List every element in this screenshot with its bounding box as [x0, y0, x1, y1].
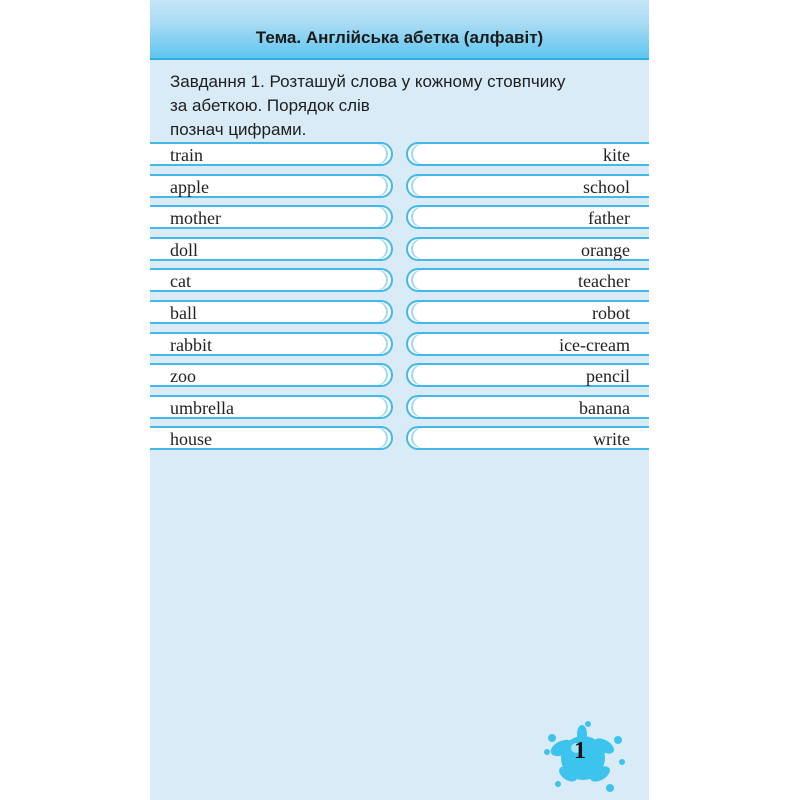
word-row[interactable]	[150, 237, 393, 261]
page-number: 1	[574, 738, 586, 764]
word-label: ball	[170, 302, 197, 323]
word-label: orange	[581, 239, 630, 260]
word-label: rabbit	[170, 334, 212, 355]
word-label: umbrella	[170, 397, 234, 418]
word-row[interactable]	[150, 300, 393, 324]
word-label: ice-cream	[559, 334, 630, 355]
word-label: zoo	[170, 366, 196, 387]
instruction-line-2: за абеткою. Порядок слів	[170, 96, 370, 115]
workbook-page	[150, 0, 649, 800]
word-row[interactable]	[406, 174, 649, 198]
word-row[interactable]	[150, 142, 393, 166]
right-word-column	[406, 142, 649, 458]
word-label: pencil	[586, 366, 630, 387]
word-label: doll	[170, 239, 199, 260]
word-row[interactable]	[150, 363, 393, 387]
word-label: banana	[579, 397, 630, 418]
word-row[interactable]	[150, 268, 393, 292]
word-label: kite	[603, 145, 630, 165]
word-label: teacher	[578, 271, 630, 292]
word-row[interactable]	[406, 332, 649, 356]
word-label: school	[583, 176, 630, 197]
word-row[interactable]	[406, 237, 649, 261]
word-label: house	[170, 429, 212, 450]
word-label: father	[588, 208, 630, 229]
word-row[interactable]	[150, 395, 393, 419]
word-row[interactable]	[406, 268, 649, 292]
word-label: apple	[170, 176, 209, 197]
instruction-line-3: познач цифрами.	[170, 120, 307, 139]
word-row[interactable]	[150, 174, 393, 198]
page-title: Тема. Англійська абетка (алфавіт)	[255, 28, 544, 47]
word-label: train	[170, 145, 203, 165]
instruction-line-1: Завдання 1. Розташуй слова у кожному стовпчику	[170, 72, 566, 91]
word-label: cat	[170, 271, 191, 292]
word-row[interactable]	[406, 426, 649, 450]
word-row[interactable]	[406, 142, 649, 166]
word-label: mother	[170, 208, 221, 229]
word-row[interactable]	[406, 363, 649, 387]
word-label: robot	[592, 302, 630, 323]
header-divider	[150, 58, 649, 60]
word-row[interactable]	[150, 205, 393, 229]
word-row[interactable]	[150, 426, 393, 450]
word-row[interactable]	[406, 395, 649, 419]
word-row[interactable]	[406, 300, 649, 324]
task-instruction	[170, 70, 630, 142]
word-row[interactable]	[150, 332, 393, 356]
word-label: write	[593, 429, 630, 450]
word-row[interactable]	[406, 205, 649, 229]
left-word-column	[150, 142, 393, 458]
